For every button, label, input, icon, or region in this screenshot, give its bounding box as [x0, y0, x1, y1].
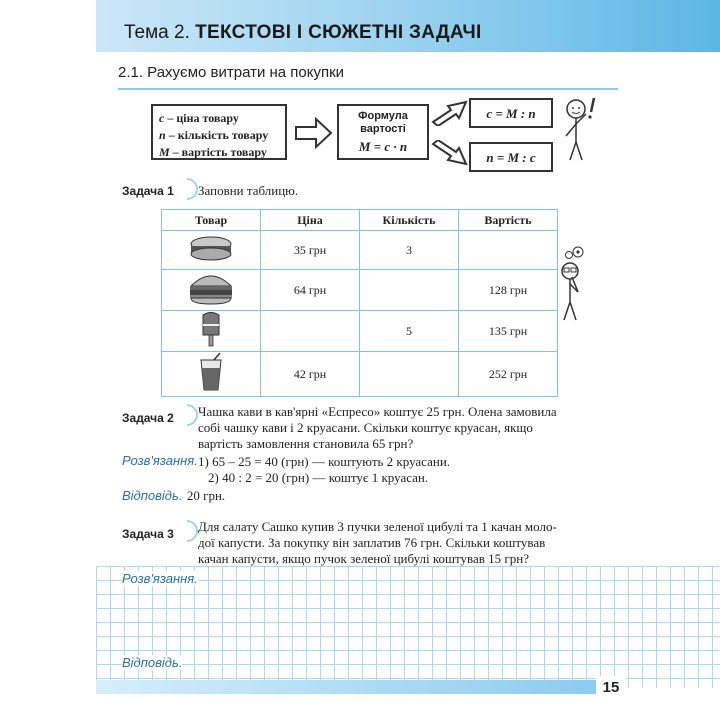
- quantity-cell[interactable]: [360, 352, 459, 397]
- page-title: [124, 22, 482, 44]
- formula-box: [337, 104, 429, 160]
- stick-figure-exclaim-icon: [560, 96, 610, 166]
- price-cell[interactable]: [261, 311, 360, 352]
- task2-answer-value: 20 грн.: [186, 488, 226, 503]
- task1-label: Задача 1: [122, 184, 174, 198]
- definitions-box: [151, 104, 287, 160]
- header-price: Ціна: [261, 210, 360, 231]
- task3-text-line: дої капусти. За покупку він заплатив 76 грн. Скільки коштував: [198, 535, 546, 550]
- cookie-icon: [187, 233, 235, 263]
- task3-label: Задача 3: [122, 527, 174, 541]
- popsicle-icon: [196, 311, 226, 347]
- header-item: Товар: [162, 210, 261, 231]
- task2-text: [198, 404, 578, 452]
- table-row: [162, 352, 558, 397]
- task2-text-line: Чашка кави в кав'ярні «Еспресо» коштує 25 грн. Олена замовила: [198, 404, 557, 419]
- quantity-cell[interactable]: 5: [360, 311, 459, 352]
- formula-title-line2: вартості: [360, 123, 406, 135]
- topic-prefix: Тема 2.: [124, 22, 190, 43]
- task3-answer-label: Відповідь.: [122, 655, 183, 670]
- price-cell[interactable]: 64 грн: [261, 270, 360, 311]
- section-title: 2.1. Рахуємо витрати на покупки: [118, 64, 345, 81]
- drink-cup-icon: [196, 352, 226, 392]
- task2-text-line: вартість замовлення становила 65 грн?: [198, 436, 414, 451]
- task3-text: [198, 519, 588, 567]
- item-cell: [162, 270, 261, 311]
- quantity-formula-box: n = M : c: [469, 142, 553, 172]
- topic-title: ТЕКСТОВІ І СЮЖЕТНІ ЗАДАЧІ: [195, 22, 482, 43]
- header-quantity: Кількість: [360, 210, 459, 231]
- task1-table: [161, 209, 558, 397]
- page-number: 15: [596, 676, 626, 700]
- task3-text-line: Для салату Сашко купив 3 пучки зеленої цибулі та 1 качан моло-: [198, 519, 557, 534]
- header-cost: Вартість: [459, 210, 558, 231]
- price-cell[interactable]: 35 грн: [261, 231, 360, 270]
- task2-step: 1) 65 – 25 = 40 (грн) — коштують 2 круасани.: [198, 454, 451, 469]
- down-right-arrow-icon: [431, 140, 469, 170]
- definition-cost: M – вартість товару: [159, 145, 267, 159]
- task2-step: 2) 40 : 2 = 20 (грн) — коштує 1 круасан.: [208, 470, 429, 485]
- task2-text-line: собі чашку кави і 2 круасани. Скільки коштує круасан, якщо: [198, 420, 533, 435]
- task2-solution-label: Розв'язання.: [122, 453, 198, 468]
- burger-icon: [186, 270, 236, 306]
- footer-band: [96, 680, 596, 694]
- task2-answer: [122, 487, 225, 505]
- table-row: [162, 231, 558, 270]
- quantity-cell[interactable]: [360, 270, 459, 311]
- price-formula-box: c = M : n: [469, 98, 553, 128]
- formula-main: M = с · n: [358, 139, 408, 154]
- item-cell: [162, 352, 261, 397]
- stick-figure-thinking-icon: [556, 244, 596, 324]
- cost-cell[interactable]: 128 грн: [459, 270, 558, 311]
- definition-quantity: n – кількість товару: [159, 128, 269, 142]
- task2-label: Задача 2: [122, 411, 174, 425]
- item-cell: [162, 231, 261, 270]
- quantity-cell[interactable]: 3: [360, 231, 459, 270]
- table-header-row: [162, 210, 558, 231]
- task2-answer-label: Відповідь.: [122, 488, 183, 503]
- task3-text-line: качан капусти, якщо пучок зеленої цибулі коштував 15 грн?: [198, 551, 529, 566]
- formula-title-line1: Формула: [358, 110, 408, 122]
- price-cell[interactable]: 42 грн: [261, 352, 360, 397]
- table-row: [162, 311, 558, 352]
- task1-instruction: Заповни таблицю.: [198, 183, 299, 198]
- cost-cell[interactable]: 252 грн: [459, 352, 558, 397]
- up-right-arrow-icon: [431, 96, 469, 126]
- cost-cell[interactable]: 135 грн: [459, 311, 558, 352]
- definition-price: с – ціна товару: [159, 111, 239, 125]
- section-underline: [118, 88, 618, 90]
- task3-solution-label: Розв'язання.: [122, 571, 198, 586]
- cost-cell[interactable]: [459, 231, 558, 270]
- item-cell: [162, 311, 261, 352]
- right-arrow-icon: [294, 116, 334, 150]
- table-row: [162, 270, 558, 311]
